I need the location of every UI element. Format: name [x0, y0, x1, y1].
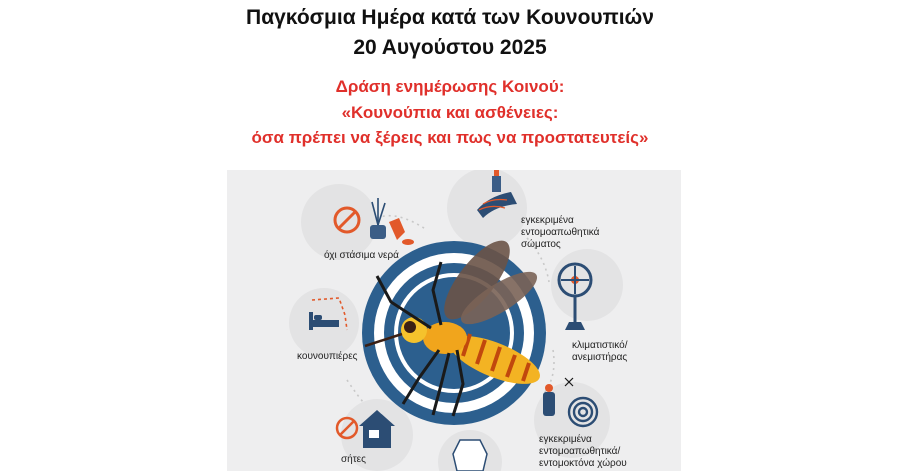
campaign-title-line2: όσα πρέπει να ξέρεις και πως να προστατευτείς»: [251, 128, 649, 147]
event-date: 20 Αυγούστου 2025: [353, 36, 547, 59]
clothing-icon: [453, 440, 487, 471]
mosquito-protection-infographic: [227, 170, 681, 471]
label-insecticides: εγκεκριμένα εντομοαπωθητικά/ εντομοκτόνα χώρου: [539, 434, 627, 469]
label-screens: σήτες: [341, 454, 366, 465]
campaign-heading: Δράση ενημέρωσης Κοινού:: [335, 77, 565, 96]
spot-no-water: [301, 184, 377, 260]
page-title: Παγκόσμια Ημέρα κατά των Κουνουπιών: [246, 6, 654, 29]
label-nets: κουνουπιέρες: [297, 351, 358, 362]
label-no-standing-water: όχι στάσιμα νερά: [324, 250, 399, 261]
campaign-title-line1: «Κουνούπια και ασθένειες:: [341, 103, 559, 122]
label-repellents: εγκεκριμένα εντομοαπωθητικά σώματος: [521, 215, 600, 250]
label-fan: κλιματιστικό/ ανεμιστήρας: [572, 340, 628, 363]
spot-fan: [551, 249, 623, 321]
infographic-graphics: [227, 170, 681, 471]
